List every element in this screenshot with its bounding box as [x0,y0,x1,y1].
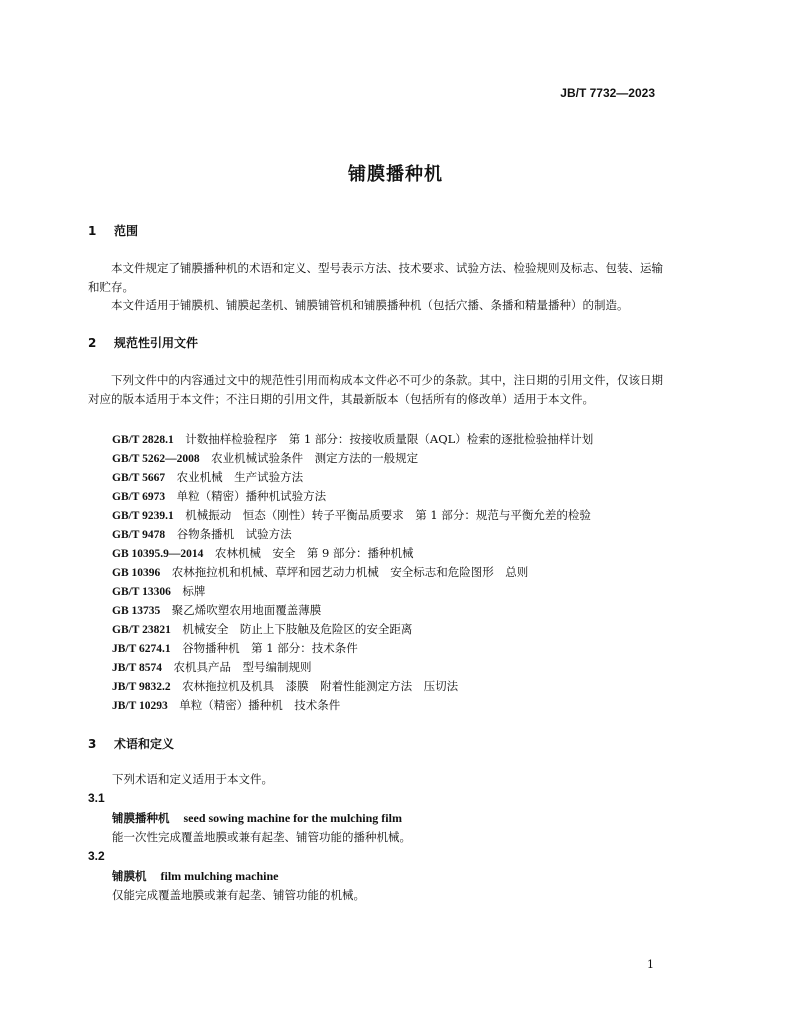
page-number: 1 [647,958,654,971]
term-english: seed sowing machine for the mulching film [183,811,402,825]
reference-item [112,659,311,675]
reference-title: 单粒（精密）播种机试验方法 [176,489,327,503]
reference-title: 农机具产品 型号编制规则 [173,660,312,674]
scope-paragraph-2: 本文件适用于铺膜机、铺膜起垄机、铺膜铺管机和铺膜播种机（包括穴播、条播和精量播种）的制造。 [111,298,629,312]
reference-title: 单粒（精密）播种机 技术条件 [179,698,341,712]
reference-title: 机械安全 防止上下肢触及危险区的安全距离 [182,622,413,636]
reference-item [112,621,412,637]
reference-item [112,564,528,580]
reference-title: 谷物播种机 第 1 部分：技术条件 [182,641,358,655]
reference-item [112,431,593,447]
reference-title: 农林机械 安全 第 9 部分：播种机械 [214,546,414,560]
section-number: 1 [88,224,97,238]
term-definition: 仅能完成覆盖地膜或兼有起垄、铺管功能的机械。 [112,888,365,902]
reference-item [112,640,358,656]
term-heading [112,810,402,826]
reference-code: GB/T 9239.1 [112,510,174,522]
reference-item [112,602,321,618]
section-heading-2 [88,334,198,351]
term-chinese: 铺膜播种机 [112,811,170,825]
section-number: 2 [88,336,97,350]
term-english: film mulching machine [160,869,279,883]
section-title: 范围 [114,224,139,238]
reference-title: 谷物条播机 试验方法 [176,527,292,541]
section-title: 术语和定义 [114,737,175,751]
reference-code: GB/T 5667 [112,472,166,484]
term-definition: 能一次性完成覆盖地膜或兼有起垄、铺管功能的播种机械。 [112,830,411,844]
reference-item [112,526,292,542]
reference-code: GB/T 13306 [112,586,171,598]
reference-code: JB/T 6274.1 [112,643,171,655]
reference-title: 农业机械试验条件 测定方法的一般规定 [211,451,419,465]
section-heading-1 [88,222,138,239]
reference-item [112,488,326,504]
section-title: 规范性引用文件 [114,336,199,350]
terms-intro: 下列术语和定义适用于本文件。 [112,772,273,786]
reference-item [112,507,591,523]
section-heading-3 [88,735,174,752]
reference-item [112,545,414,561]
reference-title: 农林拖拉机和机械、草坪和园艺动力机械 安全标志和危险图形 总则 [171,565,529,579]
document-title: 铺膜播种机 [348,164,443,185]
reference-title: 农林拖拉机及机具 漆膜 附着性能测定方法 压切法 [182,679,459,693]
reference-item [112,583,205,599]
reference-item [112,697,340,713]
scope-paragraph-1: 本文件规定了铺膜播种机的术语和定义、型号表示方法、技术要求、试验方法、检验规则及标志、包装、运输和贮存。 [88,261,663,294]
reference-item [112,469,303,485]
term-heading [112,868,279,884]
reference-code: JB/T 10293 [112,700,168,712]
references-intro: 下列文件中的内容通过文中的规范性引用而构成本文件必不可少的条款。其中，注日期的引用文件，仅该日期对应的版本适用于本文件；不注日期的引用文件，其最新版本（包括所有的修改单）适用于本文件。 [88,373,663,406]
reference-code: GB 13735 [112,605,161,617]
term-chinese: 铺膜机 [112,869,147,883]
reference-code: GB 10396 [112,567,161,579]
reference-title: 机械振动 恒态（刚性）转子平衡品质要求 第 1 部分：规范与平衡允差的检验 [185,508,591,522]
reference-code: GB/T 9478 [112,529,166,541]
reference-title: 农业机械 生产试验方法 [176,470,304,484]
reference-item [112,678,458,694]
reference-item [112,450,418,466]
term-number: 3.2 [88,849,105,863]
section-number: 3 [88,737,97,751]
reference-code: GB/T 23821 [112,624,171,636]
term-number: 3.1 [88,791,105,805]
reference-title: 聚乙烯吹塑农用地面覆盖薄膜 [171,603,322,617]
reference-code: JB/T 9832.2 [112,681,171,693]
reference-code: GB/T 2828.1 [112,434,174,446]
standard-code: JB/T 7732—2023 [560,86,655,100]
reference-code: JB/T 8574 [112,662,162,674]
reference-code: GB/T 6973 [112,491,166,503]
reference-title: 标牌 [182,584,206,598]
reference-code: GB/T 5262—2008 [112,453,200,465]
reference-code: GB 10395.9—2014 [112,548,204,560]
reference-title: 计数抽样检验程序 第 1 部分：按接收质量限（AQL）检索的逐批检验抽样计划 [185,432,594,446]
